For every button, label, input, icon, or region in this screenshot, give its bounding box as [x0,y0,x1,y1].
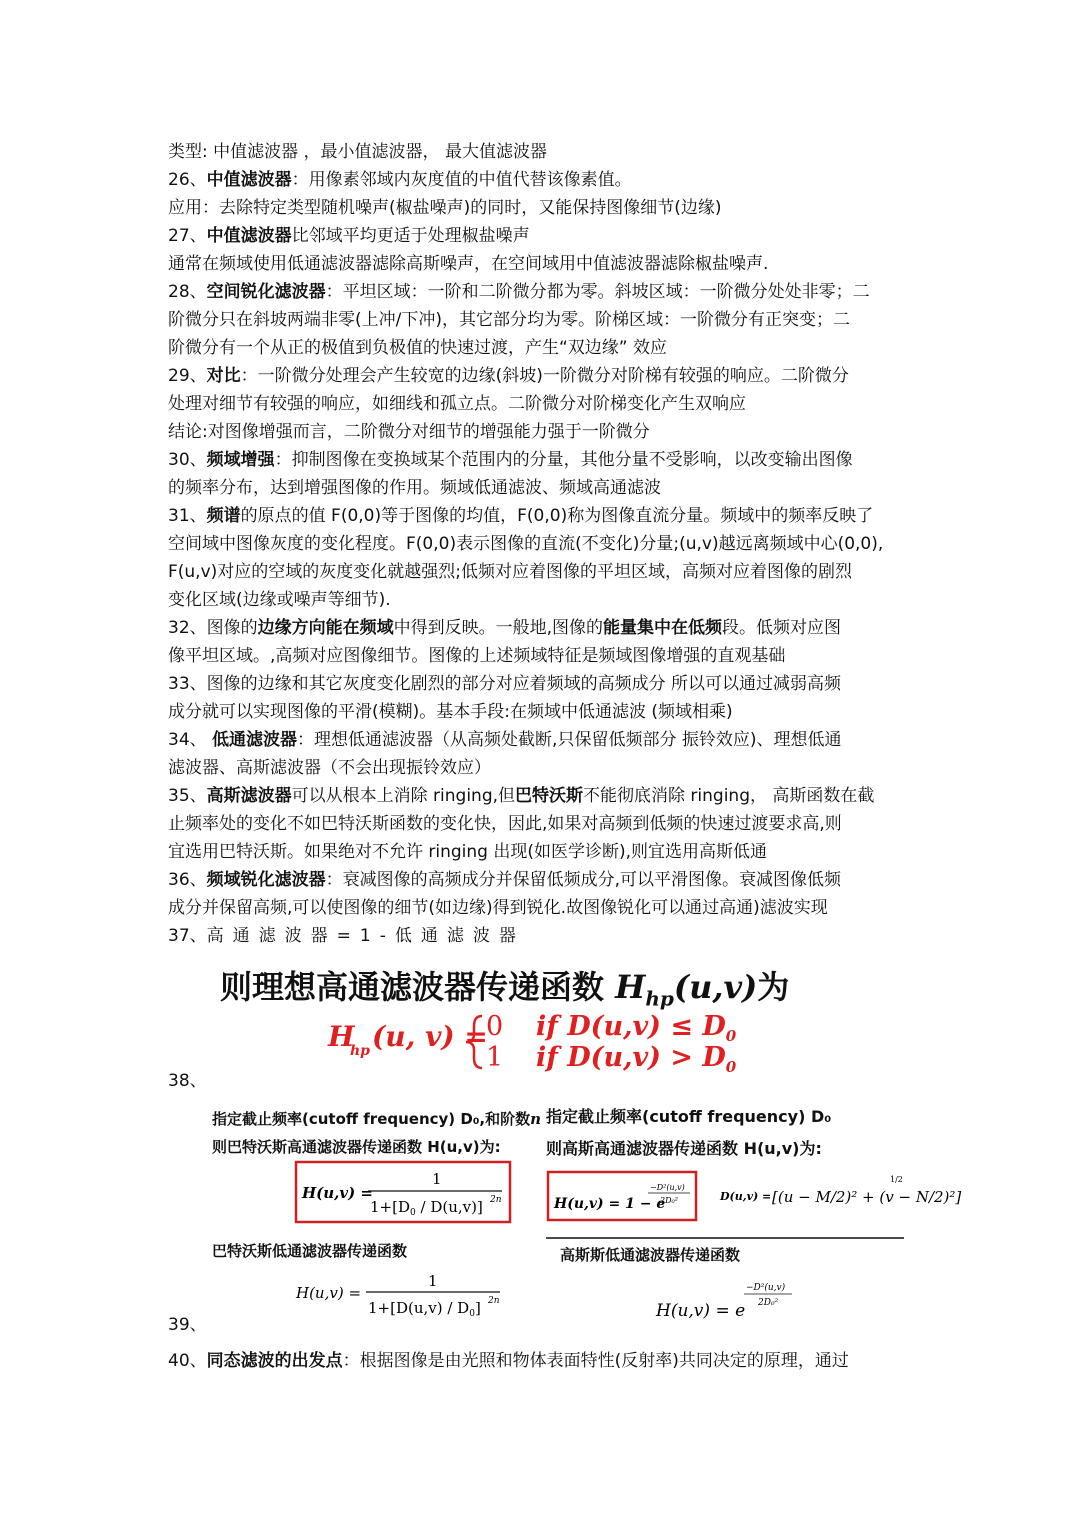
text-run: ：平坦区域：一阶和二阶微分都为零。斜坡区域：一阶微分处处非零；二 [325,282,870,302]
gauss-hp-dist-exp: 1/2 [890,1175,903,1184]
text-run: 30、 [168,450,207,470]
bold-term: 巴特沃斯 [515,786,584,806]
text-run: 的频率分布，达到增强图像的作用。频域低通滤波、频域高通滤波 [168,478,661,498]
text-run: 26、 [168,170,207,190]
ideal-hp-lhs-sub: hp [350,1043,370,1059]
gauss-hp-dist-rhs: [(u − M/2)² + (v − N/2)²] [772,1188,962,1206]
text-run: 比邻域平均更适于处理椒盐噪声 [291,226,530,246]
bold-term: 空间锐化滤波器 [206,282,326,302]
text-run: 36、 [168,870,207,890]
bold-term: 边缘方向能在频域 [257,618,394,638]
text-run: ：理想低通滤波器（从高频处截断,只保留低频部分 振铃效应)、理想低通 [297,730,842,750]
bold-term: 频域锐化滤波器 [206,870,326,890]
item-number-39: 39、 [168,1315,207,1335]
bold-term: 中值滤波器 [206,170,292,190]
gauss-lp-caption: 高斯斯低通滤波器传递函数 [560,1246,741,1264]
item-40-bold: 同态滤波的出发点 [206,1351,343,1371]
bold-term: 低通滤波器 [212,730,298,750]
gauss-hp-lhs: H(u,v) = 1 − e [554,1196,666,1212]
text-run: 成分就可以实现图像的平滑(模糊)。基本手段:在频域中低通滤波 (频域相乘) [168,702,733,722]
butter-lp-den: $1+[D(u,v) / D_0]$ [368,1299,481,1319]
gauss-hp-exp-num: −D²(u,v) [650,1183,685,1192]
text-run: 宜选用巴特沃斯。如果绝对不允许 ringing 出现(如医学诊断),则宜选用高斯低通 [168,842,768,862]
ideal-hp-cond-0: if $D(u,v) \le D_0$ [536,1011,737,1045]
gauss-hp-exp-den: 2D₀² [660,1196,678,1205]
bold-term: 能量集中在低频 [603,618,723,638]
text-run: 28、 [168,282,207,302]
text-run: 应用：去除特定类型随机噪声(椒盐噪声)的同时，又能保持图像细节(边缘) [168,198,722,218]
text-run: 变化区域(边缘或噪声等细节). [168,590,391,610]
text-run: 中得到反映。一般地,图像的 [393,618,604,638]
text-run: 高通滤波器=1-低通滤波器 [206,926,525,946]
text-run: ：用像素邻域内灰度值的中值代替该像素值。 [291,170,632,190]
bold-term: 频域增强 [206,450,275,470]
butter-hp-caption-a-var: n [530,1110,542,1128]
ideal-highpass-title-math: $H_{hp}(u,v)$ [615,968,758,1011]
ideal-hp-case-1: 1 [486,1042,504,1073]
text-run: 阶微分只在斜坡两端非零(上冲/下冲)，其它部分均为零。阶梯区域：一阶微分有正突变；二 [168,310,850,330]
item-40-rest: ：根据图像是由光照和物体表面特性(反射率)共同决定的原理，通过 [342,1351,849,1371]
item-number-38: 38、 [168,1071,207,1091]
bold-term: 对比 [206,366,241,386]
gauss-hp-formula [546,1172,961,1238]
text-run: 29、 [168,366,207,386]
butter-hp-num: 1 [432,1170,442,1188]
text-run: 不能彻底消除 ringing， 高斯函数在截 [583,786,875,806]
text-run: 33、图像的边缘和其它灰度变化剧烈的部分对应着频域的高频成分 所以可以通过减弱高频 [168,674,842,694]
butter-hp-den: $1+[D_0 / D(u,v)]$ [370,1198,483,1218]
text-run: 结论:对图像增强而言，二阶微分对细节的增强能力强于一阶微分 [168,422,650,442]
ideal-hp-case-0: 0 [486,1011,504,1042]
text-run: 段。低频对应图 [722,618,842,638]
butter-lp-caption: 巴特沃斯低通滤波器传递函数 [212,1242,408,1260]
text-run: 滤波器、高斯滤波器（不会出现振铃效应） [168,758,491,778]
text-run: 35、 [168,786,207,806]
gauss-hp-caption-b: 则高斯高通滤波器传递函数 H(u,v)为: [546,1139,822,1158]
butter-hp-caption-a-text: 指定截止频率(cutoff frequency) D₀,和阶数 [212,1110,531,1128]
text-run: F(u,v)对应的空域的灰度变化就越强烈;低频对应着图像的平坦区域，高频对应着图像的剧烈 [168,562,853,582]
text-run: 空间域中图像灰度的变化程度。F(0,0)表示图像的直流(不变化)分量;(u,v)越远离频域中心(0,0), [168,534,884,554]
text-run: 可以从根本上消除 ringing,但 [291,786,516,806]
butter-hp-formula [296,1162,510,1222]
gauss-lp-formula [655,1282,792,1321]
ideal-hp-cond-1: if $D(u,v) > D_0$ [536,1042,737,1076]
text-run: ：抑制图像在变换域某个范围内的分量，其他分量不受影响，以改变输出图像 [274,450,853,470]
text-run: 成分并保留高频,可以使图像的细节(如边缘)得到锐化.故图像锐化可以通过高通)滤波实现 [168,898,828,918]
gauss-hp-dist-lhs: D(u,v) = [720,1190,772,1203]
text-run: 像平坦区域。,高频对应图像细节。图像的上述频域特征是频域图像增强的直观基础 [168,646,786,666]
butter-hp-lhs: H(u,v) = [302,1184,374,1202]
gauss-lp-exp-den: 2D₀² [758,1298,779,1308]
text-run: 的原点的值 F(0,0)等于图像的均值，F(0,0)称为图像直流分量。频域中的频率反映了 [240,506,874,526]
butter-hp-exp: 2n [490,1195,502,1205]
butter-hp-caption-b: 则巴特沃斯高通滤波器传递函数 H(u,v)为: [212,1138,501,1156]
text-run: 32、图像的 [168,618,258,638]
gauss-lp-lhs: H(u,v) = e [656,1301,746,1321]
butter-lp-exp: 2n [488,1296,500,1306]
text-run: ：一阶微分处理会产生较宽的边缘(斜坡)一阶微分对阶梯有较强的响应。二阶微分 [240,366,849,386]
bold-term: 中值滤波器 [206,226,292,246]
gauss-hp-caption-a: 指定截止频率(cutoff frequency) D₀ [546,1107,832,1126]
ideal-highpass-formula [327,1011,737,1076]
text-run: 34、 [168,730,213,750]
ideal-hp-lhs-args: (u, v) = [372,1020,488,1053]
text-run: 27、 [168,226,207,246]
bold-term: 频谱 [206,506,241,526]
item-40-prefix: 40、 [168,1351,207,1371]
text-run: 31、 [168,506,207,526]
text-run: 类型: 中值滤波器 ，最小值滤波器， 最大值滤波器 [168,142,547,162]
butter-lp-lhs: H(u,v) = [296,1284,362,1302]
text-run: 阶微分有一个从正的极值到负极值的快速过渡，产生“双边缘” 效应 [168,338,668,358]
text-run: ：衰减图像的高频成分并保留低频成分,可以平滑图像。衰减图像低频 [325,870,842,890]
text-run: 处理对细节有较强的响应，如细线和孤立点。二阶微分对阶梯变化产生双响应 [168,394,746,414]
ideal-highpass-title-suffix: 为 [757,968,790,1006]
text-run: 37、 [168,926,207,946]
butter-lp-formula [295,1272,500,1319]
ideal-hp-lhs: H [328,1020,355,1053]
bold-term: 高斯滤波器 [206,786,292,806]
gauss-lp-exp-num: −D²(u,v) [746,1283,786,1293]
text-run: 通常在频域使用低通滤波器滤除高斯噪声，在空间域用中值滤波器滤除椒盐噪声. [168,254,769,274]
ideal-highpass-title-text: 则理想高通滤波器传递函数 [220,968,605,1006]
text-run: 止频率处的变化不如巴特沃斯函数的变化快，因此,如果对高频到低频的快速过渡要求高,则 [168,814,842,834]
butter-lp-num: 1 [428,1272,438,1290]
